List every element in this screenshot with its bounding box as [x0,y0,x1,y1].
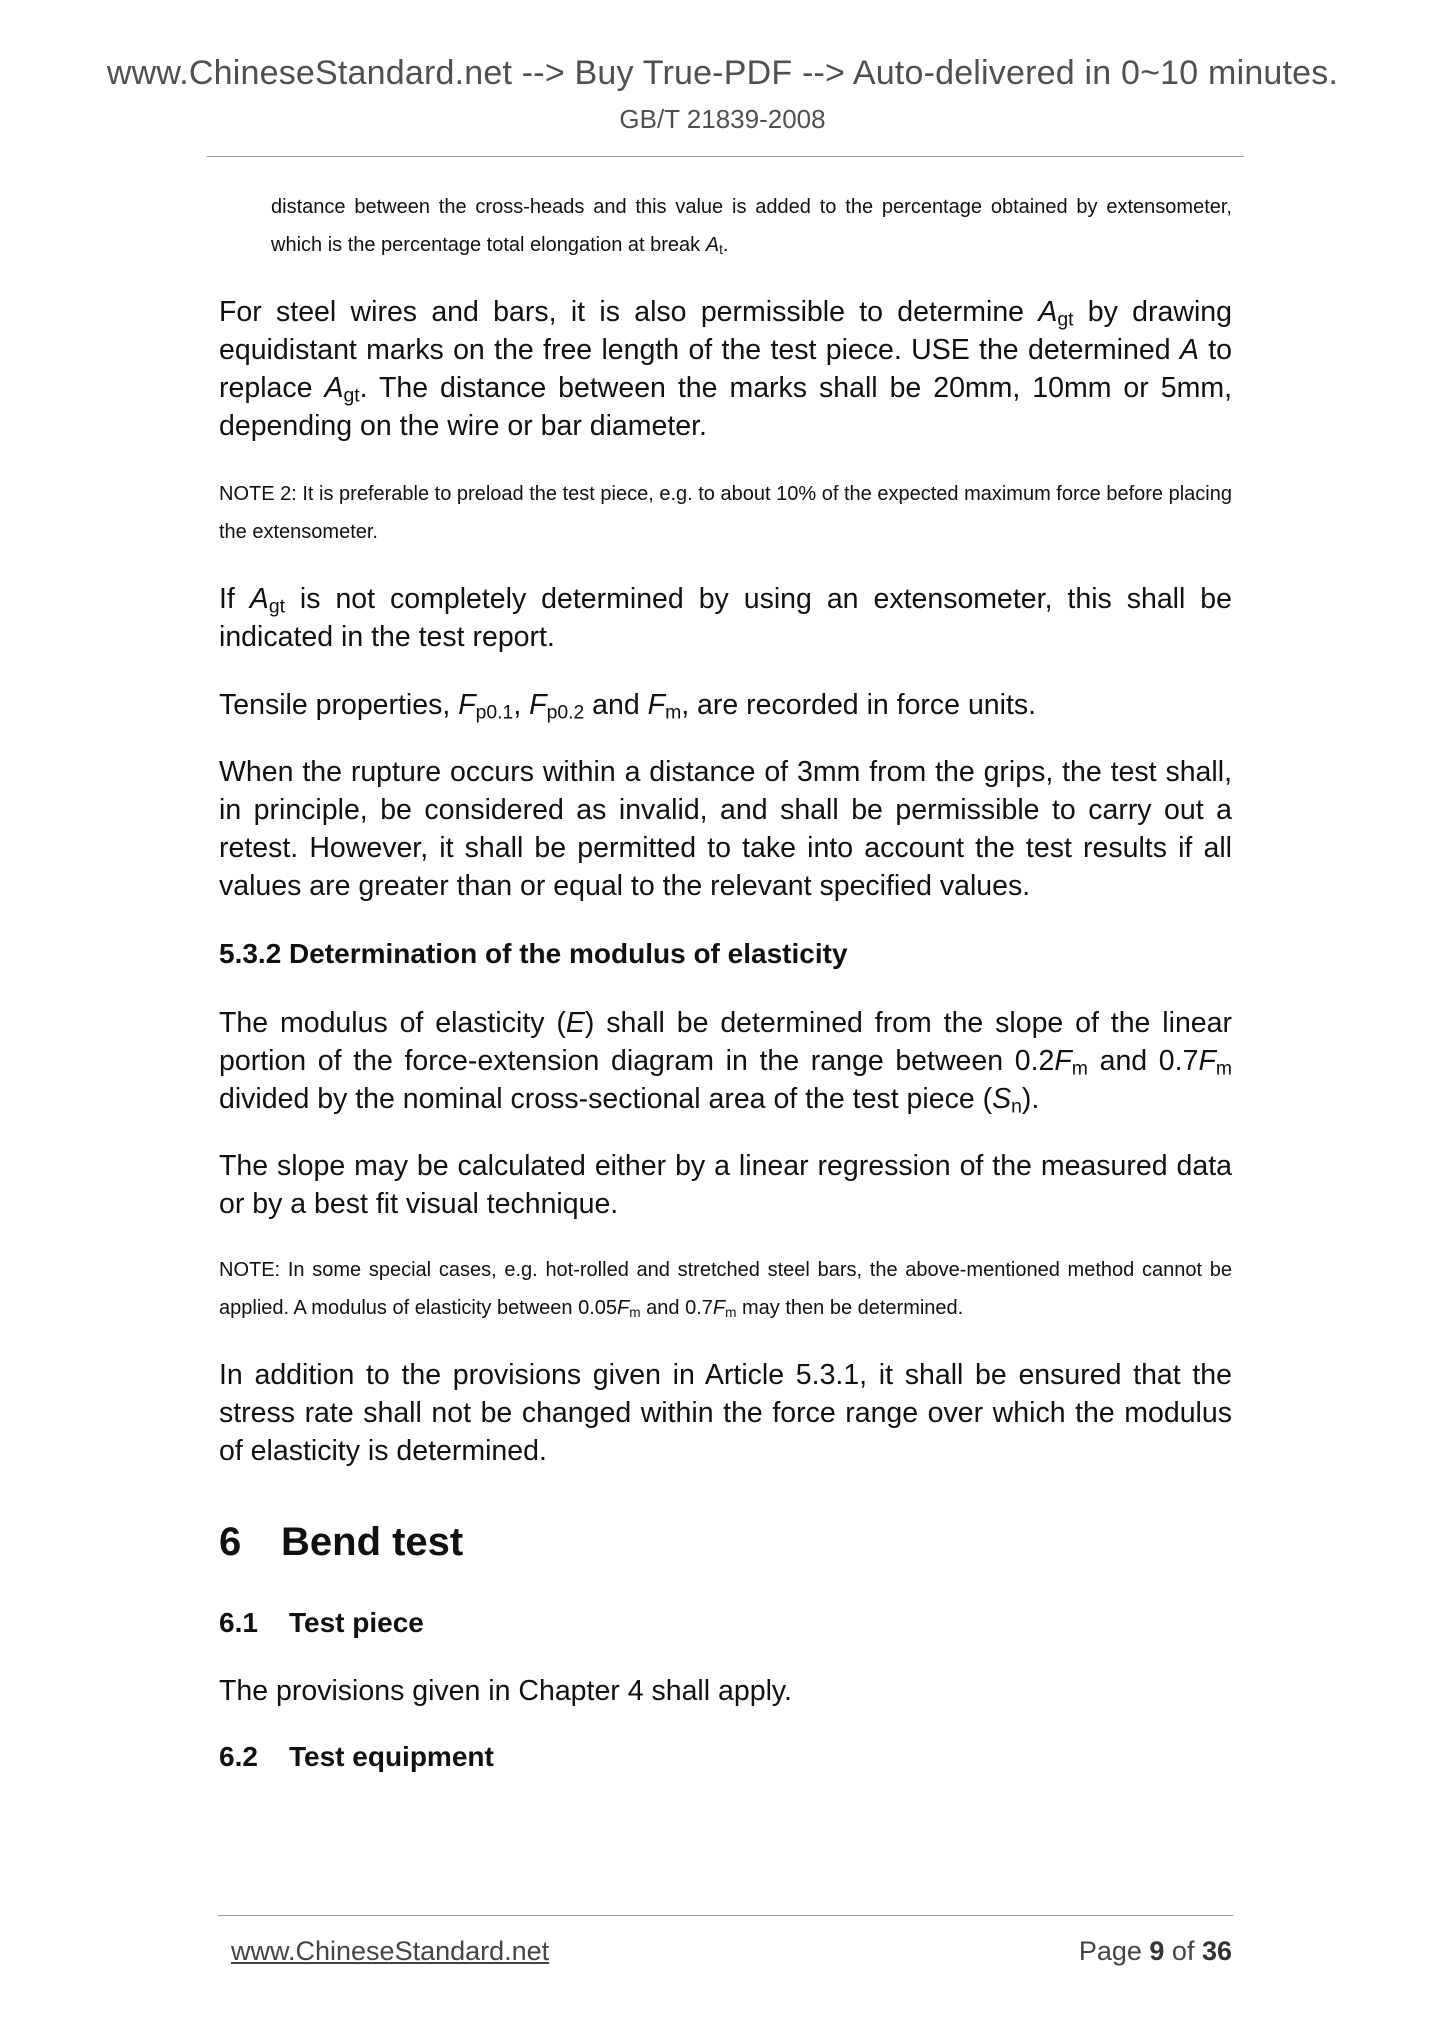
note-2: NOTE 2: It is preferable to preload the test piece, e.g. to about 10% of the expected maximum force before placing the extensometer. [219,483,1232,543]
symbol: F [1054,1045,1072,1077]
subscript: n [1011,1095,1022,1118]
note [219,1251,1232,1327]
header-banner: www.ChineseStandard.net --> Buy True-PDF --> Auto-delivered in 0~10 minutes. [106,54,1339,92]
text: and [584,689,648,721]
text: and 0.7 [640,1297,713,1319]
symbol: F [529,689,547,721]
text: , are recorded in force units. [681,689,1037,721]
heading-6-1 [219,1604,1232,1642]
text: NOTE: In some special cases, e.g. hot-rolled and stretched steel bars, the above-mentioned method cannot be applied. A modulus of elasticity between 0.05 [219,1259,1232,1319]
section-title: Test equipment [289,1741,494,1772]
section-title: Bend test [281,1520,464,1564]
symbol: F [617,1297,630,1319]
text: may then be determined. [736,1297,964,1319]
paragraph-provisions: The provisions given in Chapter 4 shall apply. [219,1675,792,1707]
section-number: 5.3.2 [219,938,282,969]
subscript: m [1071,1057,1088,1080]
paragraph-steel-wires [219,293,1232,445]
document-id: GB/T 21839-2008 [619,104,826,134]
of-word: of [1164,1936,1202,1966]
subscript: p0.2 [546,701,585,724]
subscript: gt [268,595,285,618]
text: The modulus of elasticity ( [219,1007,566,1039]
subscript: gt [343,384,360,407]
text: Tensile properties, [219,689,459,721]
symbol: S [992,1083,1012,1115]
page-word: Page [1078,1936,1150,1966]
paragraph-rupture: When the rupture occurs within a distance of 3mm from the grips, the test shall, in principle, be considered as invalid, and shall be permissible to carry out a retest. However, it shall be permitted to take into account the test results if all values are greater than or equal to the relevant specified values. [219,756,1232,902]
text: and 0.7 [1087,1045,1199,1077]
subscript: gt [1057,308,1074,331]
footer-site-link[interactable]: www.ChineseStandard.net [231,1936,550,1966]
subscript: p0.1 [475,701,514,724]
current-page: 9 [1149,1936,1165,1966]
subscript: t [719,241,723,257]
paragraph-tensile [219,686,1232,724]
symbol: F [712,1297,726,1319]
paragraph-modulus [219,1004,1232,1118]
text: by drawing equidistant marks on the free length of the test piece. USE the determined [219,296,1232,366]
symbol: F [647,689,666,721]
text: divided by the nominal cross-sectional area of the test piece ( [219,1083,993,1115]
symbol: F [1198,1045,1216,1077]
symbol: A [249,583,269,615]
symbol: A [705,234,720,256]
section-title: Test piece [289,1607,424,1638]
paragraph-agt [219,580,1232,656]
paragraph-addition: In addition to the provisions given in Article 5.3.1, it shall be ensured that the stress rate shall not be changed within the force range over which the modulus of elasticity is determined. [219,1359,1232,1467]
symbol: A [1038,296,1058,328]
continued-paragraph [271,188,1232,264]
text: to replace [219,334,1232,404]
section-number: 6 [219,1520,242,1564]
heading-6-2 [219,1738,1232,1776]
paragraph-slope: The slope may be calculated either by a linear regression of the measured data or by a best fit visual technique. [219,1150,1232,1220]
text: distance between the cross-heads and this value is added to the percentage obtained by extensometer, which is the percentage total elongation at break [271,196,1232,256]
subscript: m [629,1304,641,1320]
symbol: E [565,1007,585,1039]
text: ). [1021,1083,1040,1115]
subscript: m [1215,1057,1232,1080]
text: ) shall be determined from the slope of the linear portion of the force-extension diagram in the range between 0.2 [219,1007,1232,1077]
header-divider [207,156,1244,157]
text: . The distance between the marks shall be 20mm, 10mm or 5mm, depending on the wire or bar diameter. [219,372,1232,442]
heading-5-3-2 [219,935,1232,973]
footer-divider [218,1915,1233,1916]
text: , [513,689,530,721]
symbol: F [458,689,476,721]
symbol: A [1179,334,1199,366]
text: For steel wires and bars, it is also permissible to determine [219,296,1039,328]
subscript: m [725,1304,737,1320]
page-number [1079,1936,1232,1967]
text: is not completely determined by using an extensometer, this shall be indicated in the test report. [219,583,1232,653]
section-number: 6.2 [219,1741,258,1772]
subscript: m [665,701,682,724]
total-pages: 36 [1201,1936,1232,1966]
heading-6 [219,1517,1232,1567]
text: If [219,583,250,615]
section-title: Determination of the modulus of elasticity [289,938,848,969]
section-number: 6.1 [219,1607,258,1638]
text: . [722,234,729,256]
symbol: A [324,372,344,404]
